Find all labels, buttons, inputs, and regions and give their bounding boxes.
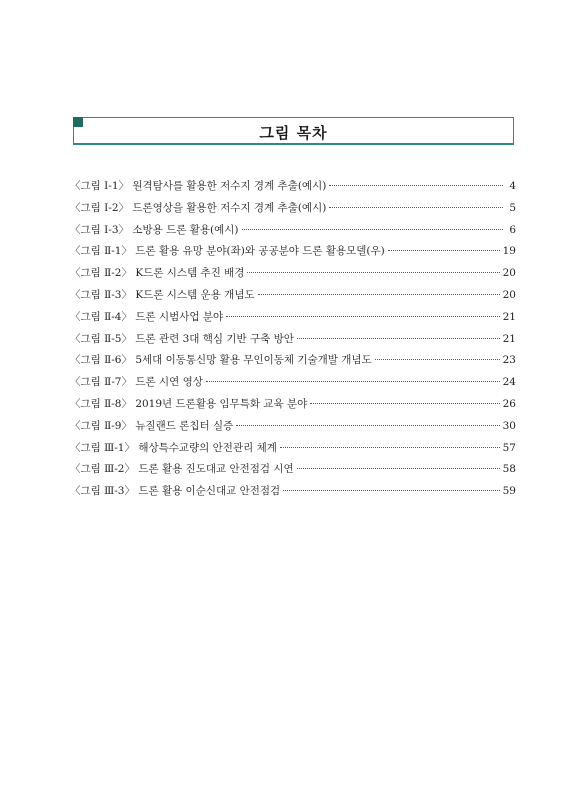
toc-entry[interactable] <box>70 287 516 309</box>
toc-entry[interactable] <box>70 461 516 483</box>
toc-entry-label: 〈그림 Ⅱ-7〉 드론 시연 영상 <box>70 376 203 389</box>
toc-leader-dots <box>375 359 500 360</box>
toc-entry[interactable] <box>70 483 516 505</box>
toc-entry-page: 21 <box>502 332 516 345</box>
toc-entry-page: 24 <box>502 376 516 389</box>
toc-entry-label: 〈그림 Ⅰ-1〉 원격탐사를 활용한 저수지 경계 추출(예시) <box>70 180 327 192</box>
toc-entry-page: 20 <box>502 288 516 301</box>
toc-entry-page: 58 <box>502 463 516 476</box>
toc-leader-dots <box>226 316 499 317</box>
toc-entry-label: 〈그림 Ⅰ-3〉 소방용 드론 활용(예시) <box>70 223 239 236</box>
toc-entry-label: 〈그림 Ⅲ-2〉 드론 활용 진도대교 안전점검 시연 <box>70 463 294 476</box>
toc-entry[interactable] <box>70 200 516 222</box>
toc-entry-page: 23 <box>502 354 516 367</box>
toc-entry-label: 〈그림 Ⅲ-1〉 해상특수교량의 안전관리 체계 <box>70 441 277 454</box>
toc-entry-page: 20 <box>502 267 516 280</box>
toc-leader-dots <box>236 425 499 426</box>
toc-entry-label: 〈그림 Ⅰ-2〉 드론영상을 활용한 저수지 경계 추출(예시) <box>70 201 327 214</box>
toc-leader-dots <box>310 403 499 404</box>
toc-entry-label: 〈그림 Ⅱ-4〉 드론 시범사업 분야 <box>70 310 224 323</box>
toc-entry[interactable] <box>70 222 516 244</box>
toc-leader-dots <box>258 294 500 295</box>
toc-entry-page: 30 <box>502 419 516 432</box>
toc-entry[interactable] <box>70 265 516 287</box>
toc-entry[interactable] <box>70 396 516 418</box>
toc-leader-dots <box>242 229 504 230</box>
toc-entry[interactable] <box>70 178 516 200</box>
toc-entry-label: 〈그림 Ⅱ-9〉 뉴질랜드 론칩터 실증 <box>70 419 234 432</box>
toc-entry-label: 〈그림 Ⅱ-3〉 K드론 시스템 운용 개념도 <box>70 288 255 301</box>
toc-entry-label: 〈그림 Ⅱ-1〉 드론 활용 유망 분야(좌)와 공공분야 드론 활용모델(우) <box>70 245 385 258</box>
title-underline <box>74 143 513 145</box>
toc-entry-label: 〈그림 Ⅱ-2〉 K드론 시스템 추진 배경 <box>70 267 245 280</box>
toc-leader-dots <box>297 468 500 469</box>
toc-entry[interactable] <box>70 243 516 265</box>
toc-entry[interactable] <box>70 374 516 396</box>
toc-entry[interactable] <box>70 331 516 353</box>
toc-entry-page: 59 <box>502 485 516 498</box>
toc-entry-page: 26 <box>502 397 516 410</box>
toc-entry-label: 〈그림 Ⅱ-5〉 드론 관련 3대 핵심 기반 구축 방안 <box>70 332 294 345</box>
toc-entry-page: 6 <box>509 223 516 236</box>
toc-entry-page: 5 <box>509 201 516 214</box>
toc-entry[interactable] <box>70 309 516 331</box>
toc-entry-label: 〈그림 Ⅱ-8〉 2019년 드론활용 임무특화 교육 분야 <box>70 397 308 410</box>
title-box <box>73 117 514 145</box>
toc-leader-dots <box>206 381 500 382</box>
toc-leader-dots <box>297 338 500 339</box>
toc-entry-page: 57 <box>502 441 516 454</box>
toc-entry-page: 21 <box>502 310 516 323</box>
figure-list <box>70 178 516 505</box>
toc-entry[interactable] <box>70 418 516 440</box>
toc-leader-dots <box>388 250 500 251</box>
page-title: 그림 목차 <box>259 124 328 142</box>
toc-leader-dots <box>247 272 499 273</box>
toc-entry[interactable] <box>70 440 516 462</box>
toc-leader-dots <box>280 447 500 448</box>
toc-entry[interactable] <box>70 352 516 374</box>
toc-entry-label: 〈그림 Ⅱ-6〉 5세대 이동통신망 활용 무인이동체 기술개발 개념도 <box>70 354 372 367</box>
toc-leader-dots <box>329 207 503 208</box>
toc-leader-dots <box>329 185 503 186</box>
toc-entry-page: 19 <box>502 245 516 258</box>
toc-leader-dots <box>283 490 499 491</box>
toc-entry-label: 〈그림 Ⅲ-3〉 드론 활용 이순신대교 안전점검 <box>70 485 281 498</box>
toc-entry-page: 4 <box>509 180 516 192</box>
